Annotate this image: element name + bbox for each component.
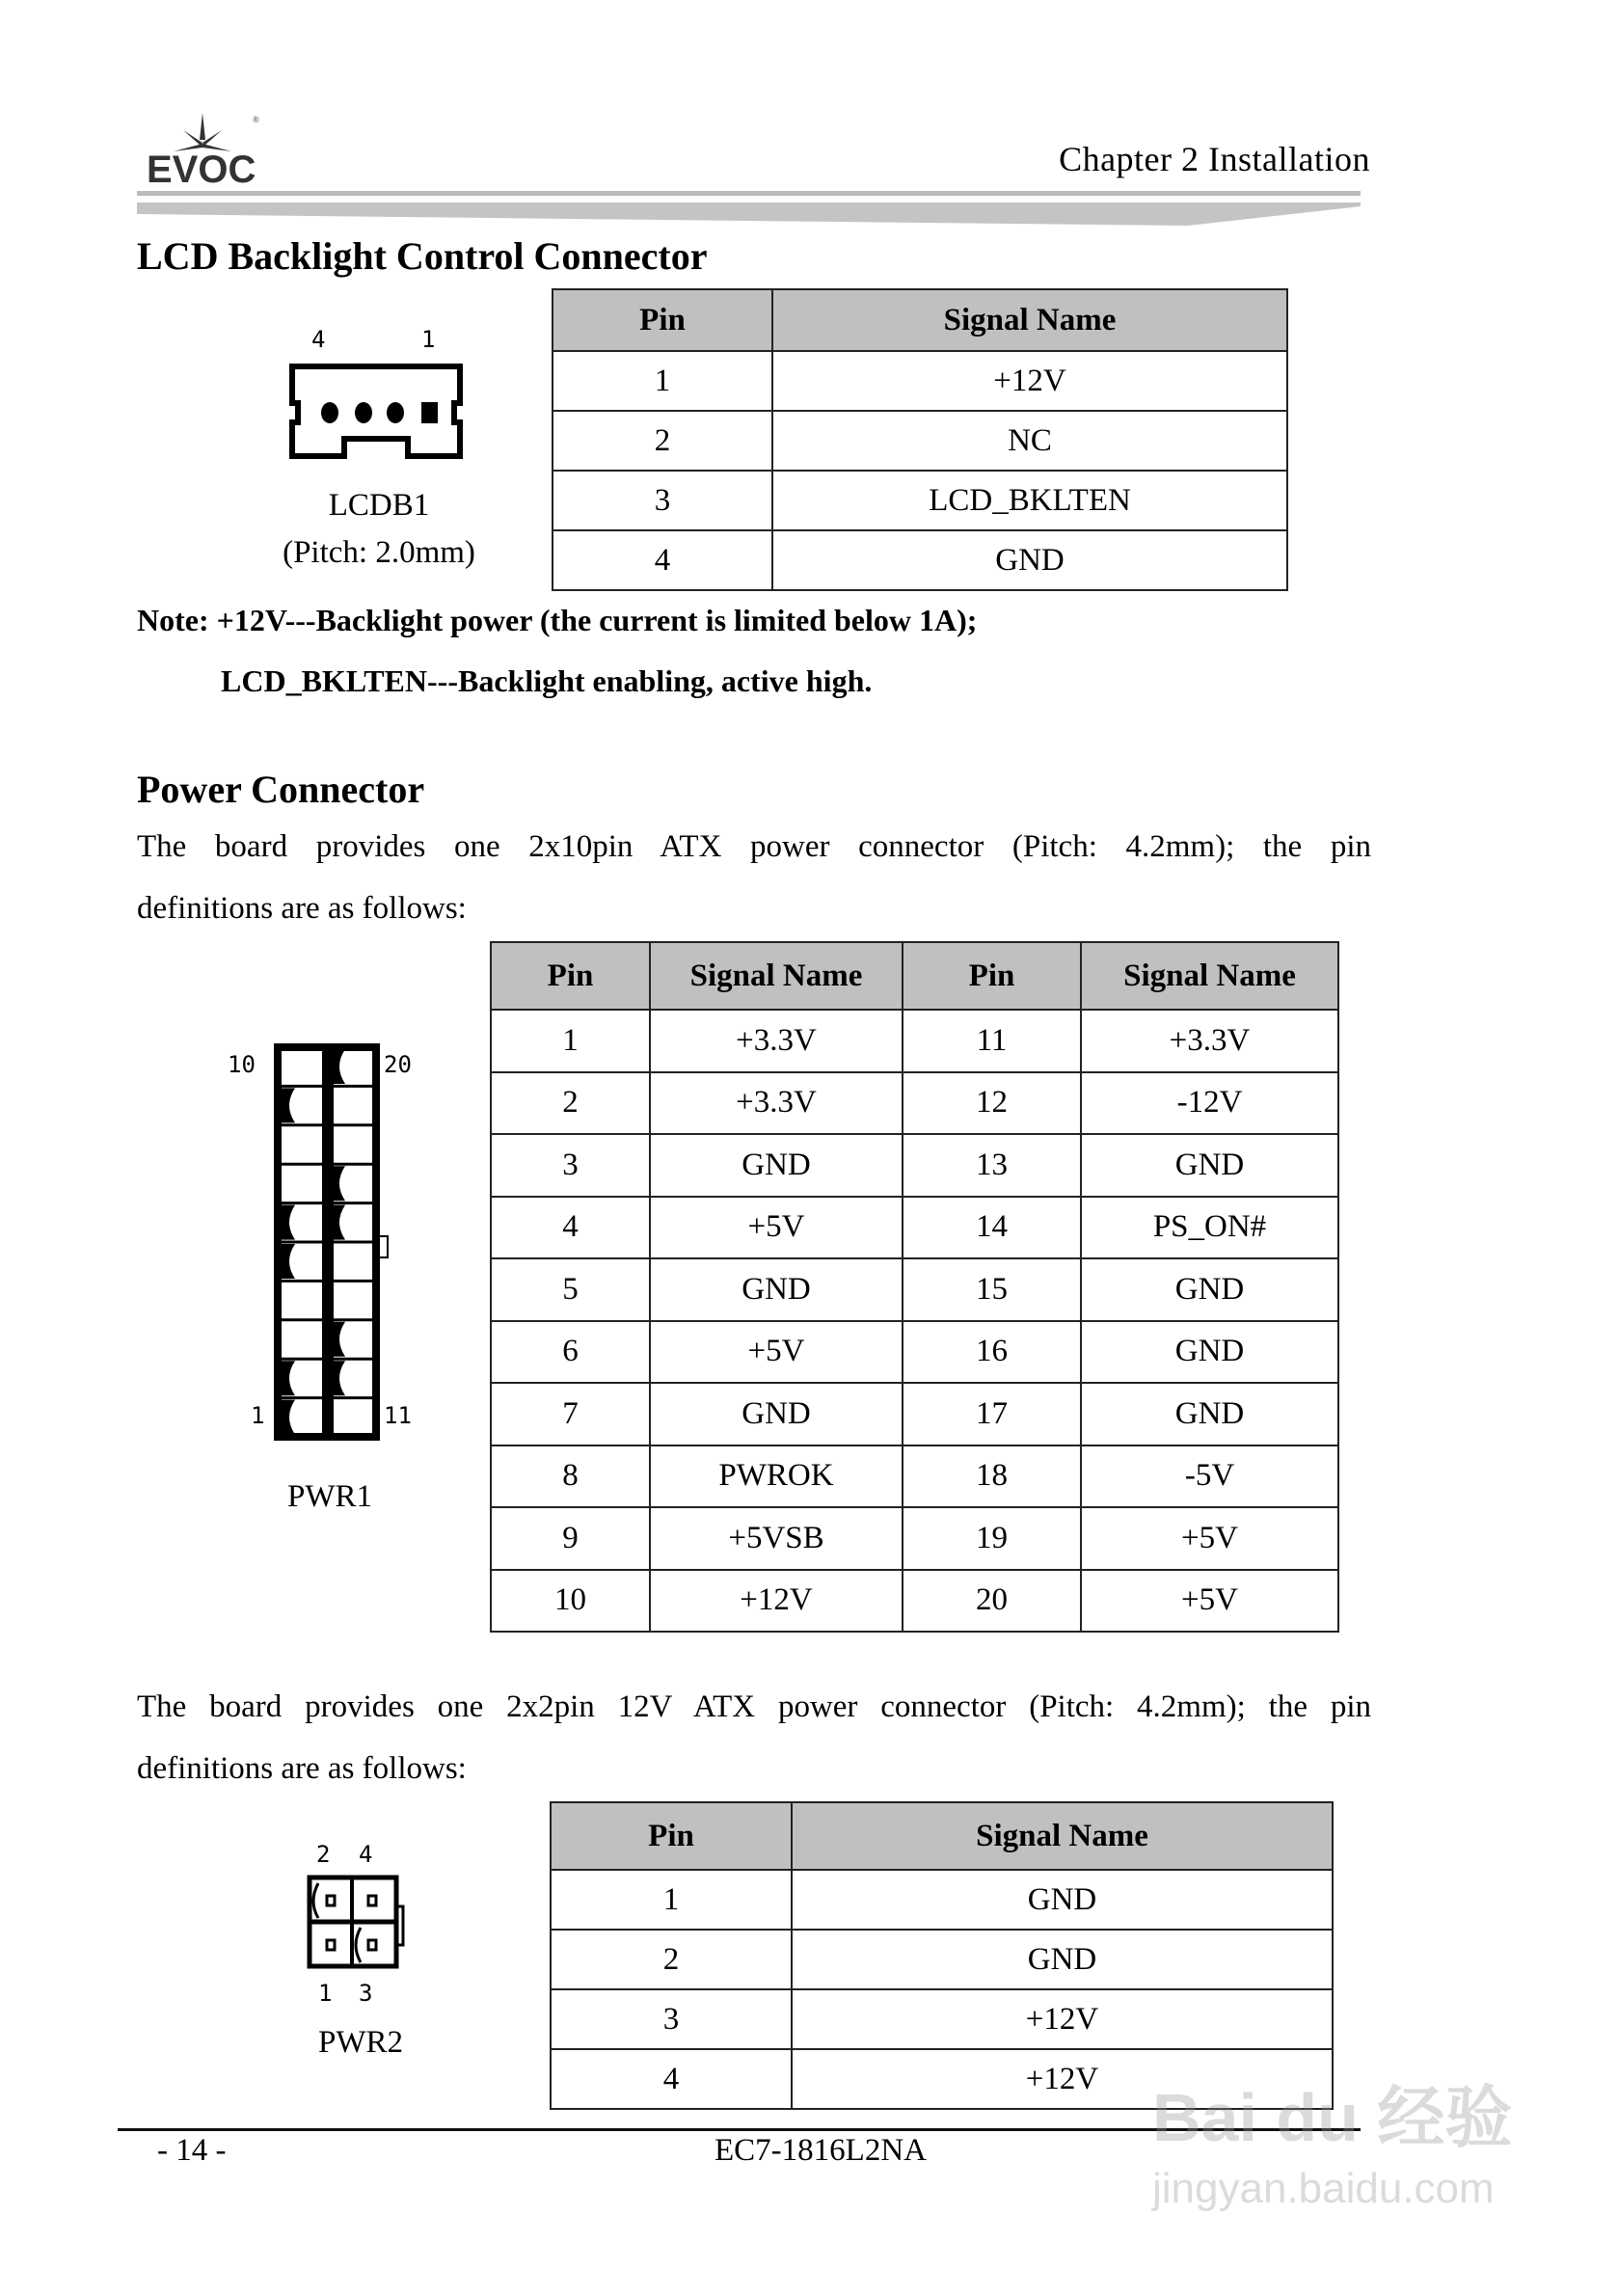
table-row bbox=[491, 1507, 1338, 1570]
pwr2-name: PWR2 bbox=[317, 2025, 403, 2060]
table-cell: 4 bbox=[491, 1197, 650, 1259]
table-cell: PS_ON# bbox=[1081, 1197, 1338, 1259]
table-cell: GND bbox=[1081, 1321, 1338, 1384]
pwr1-pin-table: Pin Signal Name Pin Signal Name 1 +3.3V 11 +3.3V 2 +3.3V 12 -12V 3 GND 13 GND 4 +5V 14 PS_ON# 5 GND 15 GND 6 +5V 16 GND 7 GND 17 GND 8 PWROK 18 -5V 9 +5VSB 19 +5V 10 +12V 20 +5V bbox=[490, 941, 1339, 1633]
pin-label: 20 bbox=[384, 1051, 412, 1078]
table-cell: GND bbox=[1081, 1134, 1338, 1197]
table-cell: 3 bbox=[491, 1134, 650, 1197]
power-section-title: Power Connector bbox=[137, 768, 425, 811]
table-cell: 14 bbox=[903, 1197, 1081, 1259]
table-cell: 13 bbox=[903, 1134, 1081, 1197]
watermark-brand: Bai du 经验 bbox=[1152, 2080, 1513, 2155]
power-paragraph-2-cont: definitions are as follows: bbox=[137, 1751, 467, 1786]
table-cell: +3.3V bbox=[650, 1010, 903, 1072]
pin-label: 1 bbox=[251, 1402, 265, 1429]
power-paragraph-1-cont: definitions are as follows: bbox=[137, 891, 467, 926]
table-cell: -5V bbox=[1081, 1445, 1338, 1508]
table-row: 1 +12V bbox=[553, 351, 1287, 411]
table-cell: +5V bbox=[650, 1197, 903, 1259]
table-row bbox=[491, 1197, 1338, 1259]
table-cell: 7 bbox=[491, 1383, 650, 1445]
table-cell: +3.3V bbox=[1081, 1010, 1338, 1072]
table-cell: 9 bbox=[491, 1507, 650, 1570]
col-header: Pin bbox=[553, 289, 772, 351]
table-cell: 17 bbox=[903, 1383, 1081, 1445]
svg-text:®: ® bbox=[253, 115, 259, 124]
pin-label: 11 bbox=[384, 1402, 412, 1429]
table-row bbox=[491, 1134, 1338, 1197]
table-row: 4 +12V bbox=[551, 2049, 1333, 2109]
lcdb1-name: LCDB1 bbox=[328, 488, 430, 523]
table-cell: -12V bbox=[1081, 1072, 1338, 1135]
table-row bbox=[491, 1570, 1338, 1633]
table-row: 2 NC bbox=[553, 411, 1287, 471]
table-row: 4 GND bbox=[553, 530, 1287, 590]
lcdb1-connector-diagram bbox=[286, 318, 470, 468]
table-cell: 12 bbox=[903, 1072, 1081, 1135]
table-cell: 10 bbox=[491, 1570, 650, 1633]
pwr2-connector-diagram bbox=[301, 1837, 417, 2015]
table-cell: 1 bbox=[491, 1010, 650, 1072]
pwr2-pin-table: Pin Signal Name 1 GND 2 GND 3 +12V 4 +12V bbox=[550, 1801, 1334, 2110]
pwr1-name: PWR1 bbox=[286, 1479, 372, 1514]
power-paragraph-1: The board provides one 2x10pin ATX power connector (Pitch: 4.2mm); the pin bbox=[137, 829, 1371, 864]
table-cell: 6 bbox=[491, 1321, 650, 1384]
table-cell: 18 bbox=[903, 1445, 1081, 1508]
table-cell: +5V bbox=[650, 1321, 903, 1384]
header-swoosh bbox=[137, 203, 1361, 226]
page-number: - 14 - bbox=[157, 2133, 227, 2168]
table-row bbox=[491, 1445, 1338, 1508]
table-cell: +5VSB bbox=[650, 1507, 903, 1570]
lcd-section-title: LCD Backlight Control Connector bbox=[137, 234, 708, 278]
table-row: 2 GND bbox=[551, 1930, 1333, 1989]
table-row: 3 LCD_BKLTEN bbox=[553, 471, 1287, 530]
watermark-url: jingyan.baidu.com bbox=[1152, 2165, 1495, 2212]
table-cell: 2 bbox=[491, 1072, 650, 1135]
table-cell: 15 bbox=[903, 1258, 1081, 1321]
model-number: EC7-1816L2NA bbox=[715, 2133, 927, 2168]
table-cell: 16 bbox=[903, 1321, 1081, 1384]
table-row: 1 GND bbox=[551, 1870, 1333, 1930]
table-cell: +5V bbox=[1081, 1570, 1338, 1633]
baidu-watermark bbox=[1152, 2064, 1512, 2213]
table-cell: +5V bbox=[1081, 1507, 1338, 1570]
table-cell: 5 bbox=[491, 1258, 650, 1321]
svg-text:3: 3 bbox=[359, 1980, 373, 2007]
col-header: Signal Name bbox=[772, 289, 1287, 351]
header-rule bbox=[137, 191, 1361, 196]
table-row bbox=[491, 1072, 1338, 1135]
pin-label: 4 bbox=[311, 326, 326, 353]
lcd-pin-table bbox=[552, 288, 1288, 591]
table-cell: GND bbox=[1081, 1383, 1338, 1445]
table-row bbox=[491, 1258, 1338, 1321]
evoc-logo bbox=[145, 111, 260, 186]
table-cell: GND bbox=[650, 1134, 903, 1197]
pwr1-connector-diagram bbox=[228, 1041, 430, 1451]
chapter-title: Chapter 2 Installation bbox=[1059, 140, 1370, 178]
table-cell: +3.3V bbox=[650, 1072, 903, 1135]
table-cell: GND bbox=[1081, 1258, 1338, 1321]
table-cell: GND bbox=[650, 1383, 903, 1445]
table-row bbox=[491, 1383, 1338, 1445]
svg-text:EVOC: EVOC bbox=[147, 149, 256, 186]
table-cell: PWROK bbox=[650, 1445, 903, 1508]
note-line-1: Note: +12V---Backlight power (the current is limited below 1A); bbox=[137, 603, 978, 637]
svg-text:2: 2 bbox=[316, 1841, 331, 1868]
table-cell: GND bbox=[650, 1258, 903, 1321]
table-cell: +12V bbox=[650, 1570, 903, 1633]
svg-text:1: 1 bbox=[318, 1980, 333, 2007]
table-cell: 20 bbox=[903, 1570, 1081, 1633]
pin-label: 1 bbox=[421, 326, 436, 353]
table-cell: 8 bbox=[491, 1445, 650, 1508]
table-cell: 19 bbox=[903, 1507, 1081, 1570]
table-row bbox=[491, 1321, 1338, 1384]
table-row: 3 +12V bbox=[551, 1989, 1333, 2049]
pin-label: 10 bbox=[228, 1051, 256, 1078]
note-line-2: LCD_BKLTEN---Backlight enabling, active high. bbox=[221, 663, 873, 698]
lcdb1-pitch: (Pitch: 2.0mm) bbox=[283, 535, 475, 570]
power-paragraph-2: The board provides one 2x2pin 12V ATX power connector (Pitch: 4.2mm); the pin bbox=[137, 1689, 1371, 1724]
table-row bbox=[491, 1010, 1338, 1072]
table-cell: 11 bbox=[903, 1010, 1081, 1072]
svg-text:4: 4 bbox=[359, 1841, 373, 1868]
